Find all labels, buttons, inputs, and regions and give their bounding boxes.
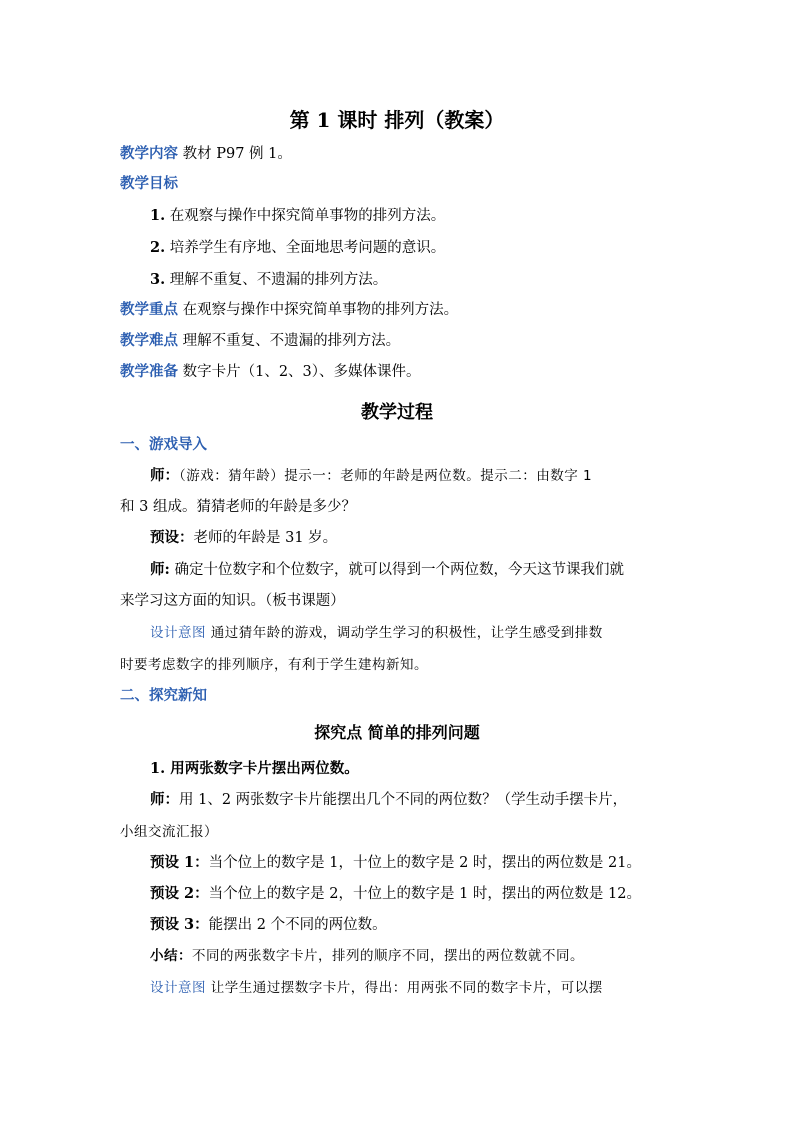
- goal-number: 3.: [150, 271, 166, 288]
- goal-number: 1.: [150, 207, 166, 224]
- goal-item: [150, 270, 387, 290]
- summary-text: 不同的两张数字卡片，排列的顺序不同，摆出的两位数就不同。: [192, 948, 584, 964]
- preset-text: 老师的年龄是 31 岁。: [193, 530, 338, 546]
- preset-label: 预设：: [150, 529, 194, 546]
- key-point-label: 教学重点: [120, 301, 178, 318]
- preset-label: 预设 2：: [150, 885, 209, 902]
- teacher-line-cont: 和 3 组成。猜猜老师的年龄是多少？: [120, 499, 356, 515]
- key-point-line: [120, 300, 458, 320]
- teacher-label: 师：: [150, 467, 179, 484]
- section1-heading: 一、游戏导入: [120, 436, 207, 453]
- teacher-label: 师：: [150, 791, 179, 808]
- teacher-text: 用 1、2 两张数字卡片能摆出几个不同的两位数？（学生动手摆卡片，: [179, 792, 628, 808]
- preset-text: 能摆出 2 个不同的两位数。: [208, 917, 387, 933]
- content-text: 教材 P97 例 1。: [178, 146, 292, 162]
- section2-subheading: 探究点 简单的排列问题: [314, 723, 480, 742]
- design-intent-label: 设计意图: [150, 625, 206, 641]
- design-intent: [150, 978, 603, 998]
- preset-label: 预设 3：: [150, 916, 209, 933]
- teacher-text: （游戏：猜年龄）提示一：老师的年龄是两位数。提示二：由数字 1: [179, 468, 593, 484]
- section2-heading: 二、探究新知: [120, 687, 207, 704]
- content-line: [120, 144, 292, 164]
- goal-text: 在观察与操作中探究简单事物的排列方法。: [165, 208, 446, 224]
- teacher-line: [150, 790, 627, 810]
- item-text: 用两张数字卡片摆出两位数。: [165, 760, 359, 777]
- item-number: 1.: [150, 760, 166, 777]
- preset-label: 预设 1：: [150, 854, 209, 871]
- preset-line: [150, 528, 337, 548]
- difficulty-text: 理解不重复、不遗漏的排列方法。: [178, 333, 401, 349]
- summary-line: [150, 946, 584, 966]
- goal-item: [150, 238, 445, 258]
- preset-line: [150, 884, 641, 904]
- preset-text: 当个位上的数字是 2，十位上的数字是 1 时，摆出的两位数是 12。: [208, 886, 641, 902]
- summary-label: 小结：: [150, 948, 192, 964]
- teacher-label: 师:: [150, 561, 170, 578]
- design-intent-label: 设计意图: [150, 980, 206, 996]
- design-intent-text: 通过猜年龄的游戏，调动学生学习的积极性，让学生感受到排数: [206, 625, 603, 641]
- teacher-line: [150, 466, 592, 486]
- difficulty-label: 教学难点: [120, 332, 178, 349]
- goal-number: 2.: [150, 239, 166, 256]
- goal-text: 培养学生有序地、全面地思考问题的意识。: [165, 240, 446, 256]
- prep-label: 教学准备: [120, 363, 178, 380]
- goal-text: 理解不重复、不遗漏的排列方法。: [165, 272, 388, 288]
- key-point-text: 在观察与操作中探究简单事物的排列方法。: [178, 302, 459, 318]
- teacher-text: 确定十位数字和个位数字，就可以得到一个两位数，今天这节课我们就: [169, 562, 624, 578]
- process-title: 教学过程: [361, 402, 433, 423]
- item1-line: [150, 759, 359, 779]
- preset-line: [150, 853, 641, 873]
- preset-line: [150, 915, 387, 935]
- prep-text: 数字卡片（1、2、3）、多媒体课件。: [178, 364, 421, 380]
- teacher-line-cont: 来学习这方面的知识。（板书课题）: [120, 593, 345, 609]
- design-intent-text: 让学生通过摆数字卡片，得出：用两张不同的数字卡片，可以摆: [206, 980, 603, 996]
- design-intent-cont: 时要考虑数字的排列顺序，有利于学生建构新知。: [120, 657, 428, 673]
- difficulty-line: [120, 331, 400, 351]
- content-label: 教学内容: [120, 145, 178, 162]
- teacher-line-cont: 小组交流汇报）: [120, 824, 218, 840]
- page-title: 第 1 课时 排列（教案）: [289, 108, 505, 132]
- design-intent: [150, 623, 603, 643]
- goals-label: 教学目标: [120, 175, 178, 192]
- preset-text: 当个位上的数字是 1，十位上的数字是 2 时，摆出的两位数是 21。: [208, 855, 641, 871]
- teacher-line: [150, 560, 624, 580]
- goal-item: [150, 206, 445, 226]
- prep-line: [120, 362, 421, 382]
